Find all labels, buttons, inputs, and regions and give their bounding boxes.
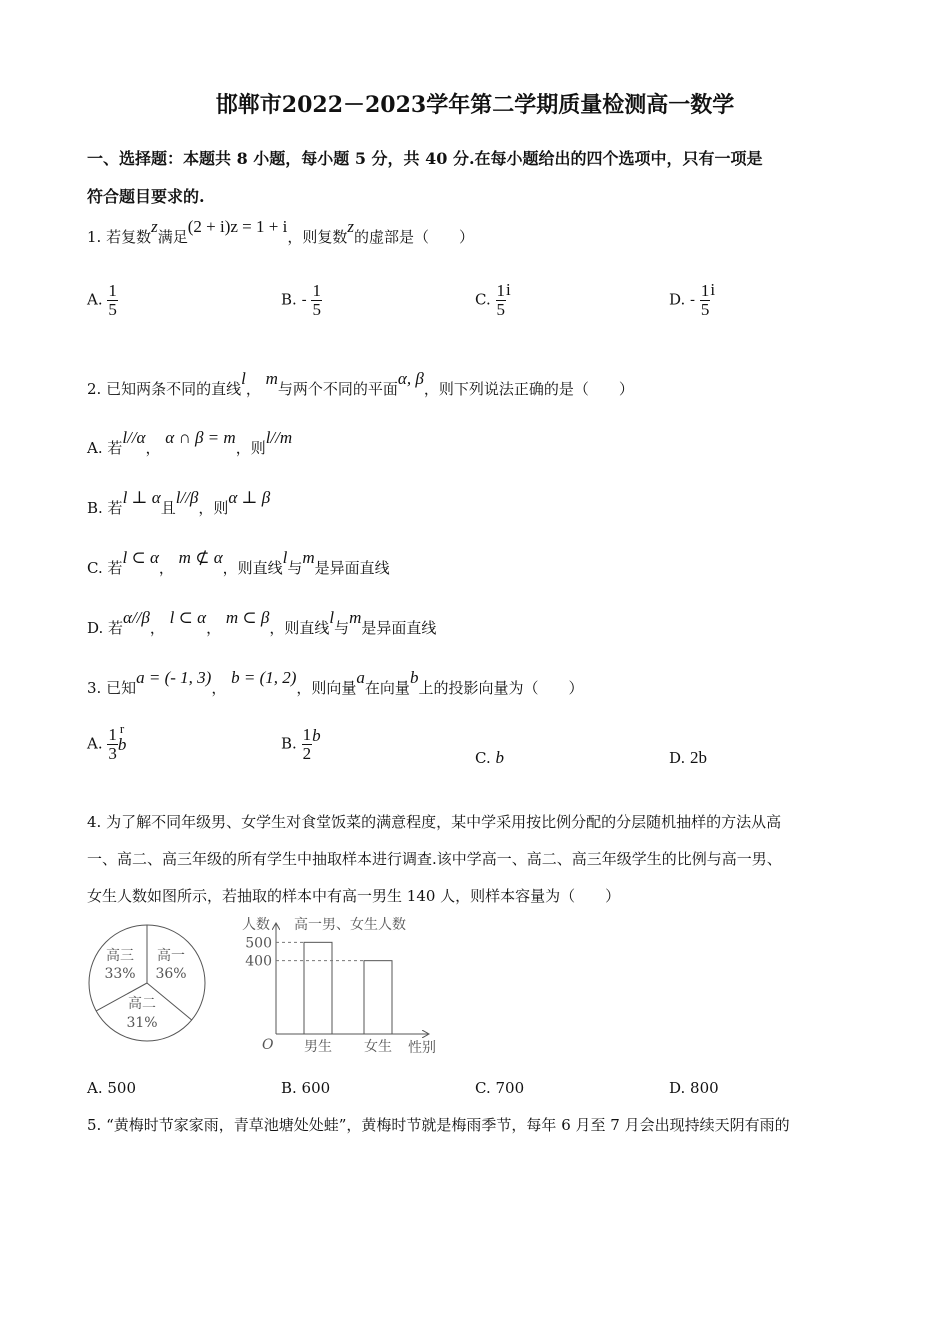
pie-value-gao2: 31%	[126, 1015, 158, 1031]
q3-option-b[interactable]: B. $\frac{1}{2}$ b	[281, 725, 321, 763]
q2-option-c[interactable]: C. 若l ⊂ α， m ⊄ α，则直线l与m是异面直线	[87, 548, 390, 577]
bar-0	[304, 942, 332, 1034]
grade-ratio-pie-chart	[84, 920, 210, 1046]
q2-option-a[interactable]: A. 若l//α， α ∩ β = m，则l//m	[87, 428, 293, 457]
q1-equation: (2 + i)z = 1 + i	[187, 217, 288, 236]
pie-label-gao2: 高二	[128, 996, 156, 1012]
q4-option-c[interactable]: C. 700	[475, 1079, 525, 1097]
q1-option-d[interactable]: D. - $\frac{1}{5}$ i	[669, 279, 716, 319]
pie-value-gao1: 36%	[155, 966, 187, 982]
bar-y-tick-1: 400	[245, 953, 272, 970]
pie-label-gao1: 高一	[157, 948, 185, 964]
q3-option-a[interactable]: A. $\frac{1}{3}$ r b	[87, 720, 127, 763]
question-1-stem: 1. 若复数z满足(2 + i)z = 1 + i，则复数z的虚部是（ ）	[87, 217, 474, 246]
section-heading-line1: 一、选择题：本题共 8 小题，每小题 5 分，共 40 分.在每小题给出的四个选项中，只有一项是	[87, 149, 763, 168]
q4-option-a[interactable]: A. 500	[87, 1079, 136, 1097]
boys-girls-bar-chart	[236, 912, 446, 1058]
bar-category-label-1: 女生	[364, 1039, 392, 1055]
q4-option-b[interactable]: B. 600	[281, 1079, 331, 1097]
question-5-line1: 5. “黄梅时节家家雨，青草池塘处处蛙”，黄梅时节就是梅雨季节，每年 6 月至 7 月会出现持续天阴有雨的	[87, 1116, 790, 1134]
page-title: 邯郸市2022－2023学年第二学期质量检测高一数学	[215, 92, 735, 118]
question-4-line3: 女生人数如图所示，若抽取的样本中有高一男生 140 人，则样本容量为（ ）	[87, 887, 621, 905]
pie-value-gao3: 33%	[104, 966, 136, 982]
question-4-line2: 一、高二、高三年级的所有学生中抽取样本进行调查.该中学高一、高二、高三年级学生的比例与高一男、	[87, 850, 782, 868]
question-3-stem: 3. 已知a = (- 1, 3)， b = (1, 2)，则向量a在向量b上的投影向量为（ ）	[87, 668, 584, 697]
bar-x-axis-label: 性别	[408, 1040, 436, 1056]
question-4-line1: 4. 为了解不同年级男、女学生对食堂饭菜的满意程度，某中学采用按比例分配的分层随机抽样的方法从高	[87, 813, 782, 831]
q2-option-b[interactable]: B. 若l ⊥ α且l//β，则α ⊥ β	[87, 488, 271, 517]
q2-option-d[interactable]: D. 若α//β， l ⊂ α， m ⊂ β，则直线l与m是异面直线	[87, 608, 437, 637]
q1-option-b[interactable]: B. - $\frac{1}{5}$	[281, 281, 321, 319]
bar-y-axis-label: 人数	[242, 917, 270, 933]
bar-chart-title: 高一男、女生人数	[294, 917, 406, 933]
pie-label-gao3: 高三	[106, 948, 134, 964]
bar-1	[364, 961, 392, 1034]
bar-category-label-0: 男生	[304, 1039, 332, 1055]
q4-option-d[interactable]: D. 800	[669, 1079, 719, 1097]
bar-origin-label: O	[262, 1037, 274, 1053]
section-heading-line2: 符合题目要求的.	[87, 187, 205, 206]
question-2-stem: 2. 已知两条不同的直线l， m与两个不同的平面α, β，则下列说法正确的是（ ）	[87, 369, 634, 398]
q1-option-a[interactable]: A. $\frac{1}{5}$	[87, 281, 117, 319]
q3-option-d[interactable]: D. 2b	[669, 748, 708, 767]
bar-y-tick-0: 500	[245, 935, 272, 952]
q3-option-c[interactable]: C. b	[475, 748, 504, 767]
q1-option-c[interactable]: C. $\frac{1}{5}$ i	[475, 279, 511, 319]
